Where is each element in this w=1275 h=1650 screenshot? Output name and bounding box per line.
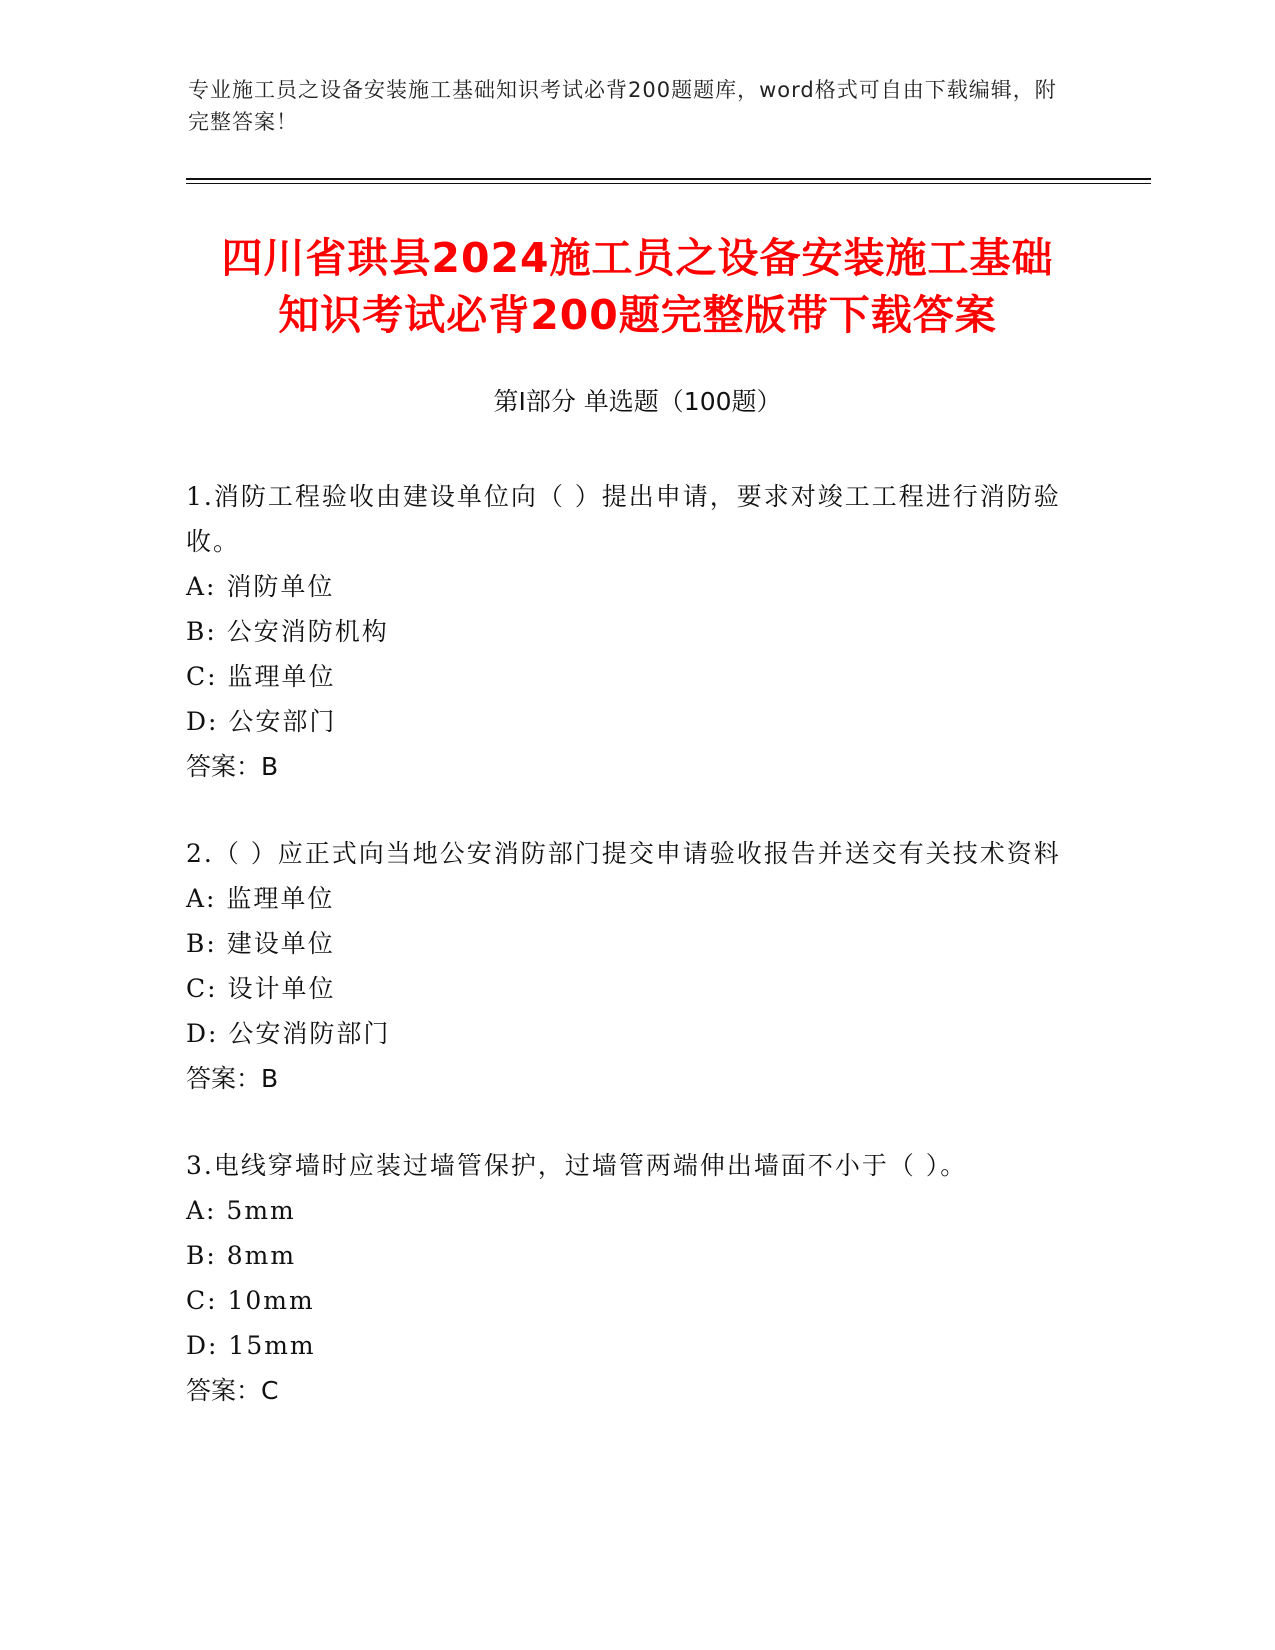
header-note: 专业施工员之设备安装施工基础知识考试必背200题题库，word格式可自由下载编辑，附完整答案！: [188, 78, 1057, 134]
option-c: C: 设计单位: [186, 974, 336, 1003]
option-d: D: 15mm: [186, 1331, 316, 1360]
question-stem: 1.消防工程验收由建设单位向（ ）提出申请，要求对竣工工程进行消防验收。: [186, 482, 1061, 556]
question-stem: 2.（ ）应正式向当地公安消防部门提交申请验收报告并送交有关技术资料: [186, 839, 1061, 868]
option-a: A: 5mm: [186, 1196, 296, 1225]
answer: 答案：B: [186, 1064, 279, 1093]
option-b: B: 建设单位: [186, 929, 335, 958]
option-a: A: 监理单位: [186, 884, 335, 913]
document-title: [150, 230, 1125, 344]
title-line-2: 知识考试必背200题完整版带下载答案: [278, 291, 997, 339]
question-stem: 3.电线穿墙时应装过墙管保护，过墙管两端伸出墙面不小于（ ）。: [186, 1151, 968, 1180]
option-d: D: 公安部门: [186, 707, 337, 736]
option-d: D: 公安消防部门: [186, 1019, 391, 1048]
option-c: C: 监理单位: [186, 662, 336, 691]
option-c: C: 10mm: [186, 1286, 315, 1315]
option-a: A: 消防单位: [186, 572, 335, 601]
question-2: [186, 831, 1076, 1101]
section-heading: 第I部分 单选题（100题）: [493, 387, 782, 416]
title-line-1: 四川省珙县2024施工员之设备安装施工基础: [221, 234, 1054, 282]
question-1: [186, 474, 1076, 789]
answer: 答案：C: [186, 1376, 279, 1405]
answer: 答案：B: [186, 752, 279, 781]
option-b: B: 公安消防机构: [186, 617, 389, 646]
question-3: [186, 1143, 1076, 1413]
header-divider-thin: [186, 183, 1151, 184]
option-b: B: 8mm: [186, 1241, 297, 1270]
question-list: [186, 474, 1076, 1455]
header-divider: [186, 178, 1151, 180]
